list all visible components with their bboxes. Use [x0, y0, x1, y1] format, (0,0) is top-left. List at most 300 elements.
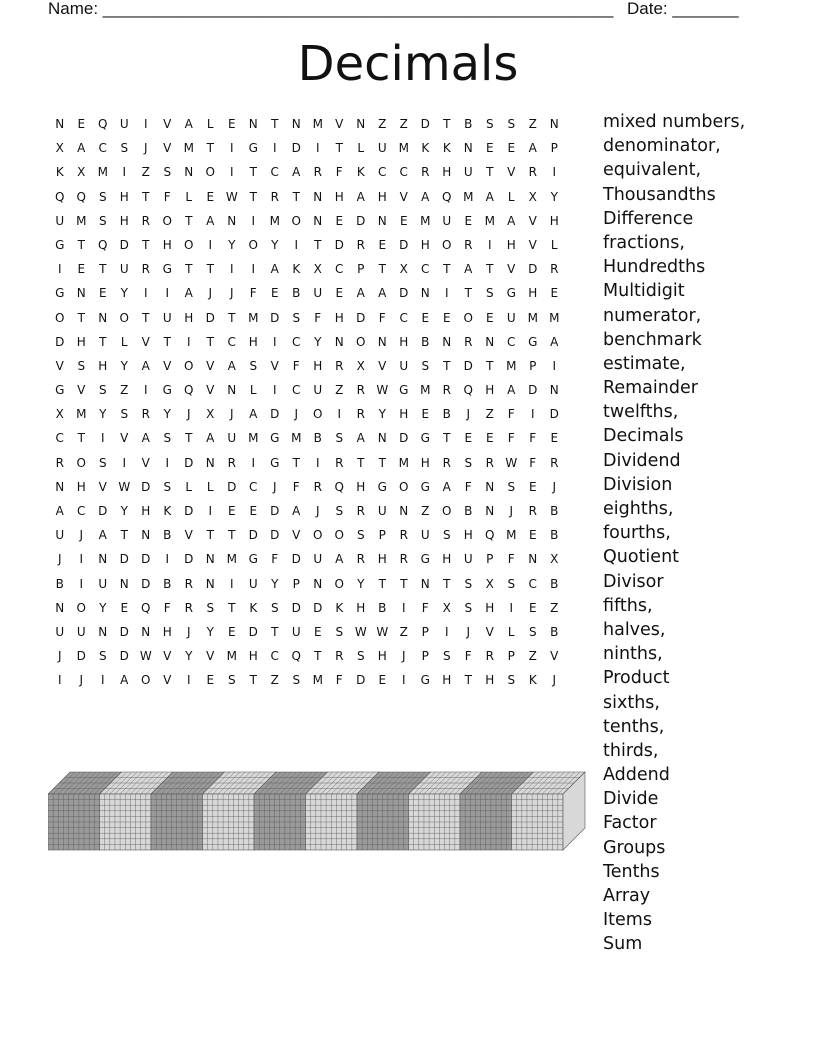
grid-letter: G [248, 141, 258, 156]
grid-letter: R [141, 262, 150, 277]
grid-letter: M [76, 213, 87, 228]
grid-letter: Q [98, 237, 108, 252]
grid-letter: Z [485, 407, 494, 422]
grid-letter: V [206, 358, 215, 373]
grid-letter: D [549, 407, 559, 422]
grid-letter: B [550, 576, 559, 591]
grid-letter: A [227, 358, 236, 373]
grid-letter: D [399, 431, 409, 446]
grid-letter: T [206, 262, 214, 277]
grid-letter: T [120, 528, 128, 543]
grid-letter: V [528, 237, 537, 252]
name-field-line: Name: ______________________________________________________ [48, 0, 614, 18]
grid-letter: N [442, 334, 452, 349]
grid-letter: I [208, 237, 213, 252]
grid-letter: C [399, 165, 408, 180]
grid-letter: R [335, 358, 344, 373]
grid-letter: D [184, 504, 194, 518]
grid-letter: Y [185, 649, 193, 664]
grid-letter: Y [271, 237, 279, 252]
grid-letter: S [507, 117, 516, 131]
grid-letter: G [55, 383, 65, 398]
grid-letter: S [507, 576, 516, 591]
grid-letter: J [229, 407, 234, 422]
grid-letter: U [227, 431, 237, 446]
grid-letter: N [485, 479, 495, 494]
grid-letter: X [442, 600, 451, 615]
grid-letter: I [143, 286, 148, 301]
grid-letter: E [227, 624, 236, 639]
grid-letter: A [98, 528, 107, 543]
grid-letter: S [163, 479, 172, 494]
word-list-item: twelfths, [603, 402, 679, 423]
base-ten-blocks-icon [48, 770, 588, 852]
word-list-item: Difference [603, 208, 694, 229]
word-list-item: Thousandths [603, 184, 716, 205]
grid-letter: A [141, 358, 150, 373]
grid-letter: Z [528, 117, 537, 131]
word-search-grid [49, 112, 565, 693]
grid-letter: N [55, 600, 65, 615]
grid-letter: O [356, 334, 366, 349]
grid-letter: T [292, 455, 300, 470]
grid-letter: W [354, 624, 367, 639]
grid-letter: Y [357, 576, 365, 591]
grid-letter: N [528, 552, 538, 567]
grid-letter: H [119, 189, 129, 204]
grid-letter: S [292, 673, 301, 688]
grid-letter: N [334, 334, 344, 349]
grid-letter: E [550, 431, 559, 446]
grid-letter: S [442, 528, 451, 543]
grid-letter: D [141, 552, 151, 567]
grid-letter: J [509, 504, 514, 518]
grid-letter: D [227, 479, 237, 494]
grid-letter: A [270, 262, 279, 277]
grid-letter: G [420, 479, 430, 494]
grid-letter: U [291, 624, 301, 639]
grid-letter: T [271, 624, 279, 639]
grid-letter: I [401, 673, 406, 688]
grid-letter: T [357, 455, 365, 470]
grid-letter: D [356, 310, 366, 325]
grid-letter: N [549, 383, 559, 398]
word-list-item: sixths, [603, 692, 660, 713]
grid-letter: S [120, 407, 129, 422]
word-list-item: Divisor [603, 571, 664, 592]
grid-letter: P [292, 576, 300, 591]
grid-letter: T [292, 189, 300, 204]
grid-letter: C [227, 334, 236, 349]
grid-letter: V [292, 528, 301, 543]
grid-letter: W [505, 455, 518, 470]
grid-letter: T [314, 237, 322, 252]
grid-letter: N [184, 165, 194, 180]
grid-letter: D [291, 552, 301, 567]
grid-letter: L [120, 334, 128, 349]
grid-letter: R [141, 407, 150, 422]
grid-letter: K [292, 262, 301, 277]
grid-letter: S [249, 358, 258, 373]
grid-letter: B [550, 504, 559, 518]
grid-letter: P [529, 358, 537, 373]
grid-letter: S [507, 673, 516, 688]
grid-letter: C [77, 504, 86, 518]
grid-letter: M [226, 552, 237, 567]
grid-letter: V [163, 649, 172, 664]
grid-letter: N [313, 189, 323, 204]
grid-letter: A [507, 383, 516, 398]
grid-letter: V [77, 383, 86, 398]
word-list-item: Decimals [603, 426, 684, 447]
grid-letter: D [184, 455, 194, 470]
grid-letter: E [421, 407, 430, 422]
grid-letter: R [356, 383, 365, 398]
grid-letter: Z [399, 117, 408, 131]
grid-letter: M [226, 649, 237, 664]
grid-letter: O [141, 673, 151, 688]
grid-letter: F [529, 431, 537, 446]
grid-letter: M [506, 528, 517, 543]
grid-letter: D [291, 141, 301, 156]
grid-letter: A [356, 431, 365, 446]
grid-letter: X [356, 358, 365, 373]
grid-letter: O [291, 213, 301, 228]
grid-letter: G [399, 383, 409, 398]
grid-letter: E [227, 504, 236, 518]
grid-letter: M [291, 431, 302, 446]
grid-letter: O [184, 237, 194, 252]
grid-letter: M [183, 141, 194, 156]
grid-letter: J [294, 407, 299, 422]
grid-letter: L [357, 141, 365, 156]
grid-letter: D [356, 213, 366, 228]
grid-letter: E [550, 286, 559, 301]
grid-letter: V [55, 358, 64, 373]
grid-letter: V [270, 358, 279, 373]
grid-letter: A [550, 334, 559, 349]
grid-letter: H [98, 358, 108, 373]
grid-letter: H [334, 310, 344, 325]
grid-letter: H [313, 358, 323, 373]
grid-letter: T [228, 528, 236, 543]
grid-letter: T [335, 141, 343, 156]
word-list-item: mixed numbers, [603, 112, 746, 132]
grid-letter: D [141, 576, 151, 591]
grid-letter: D [76, 649, 86, 664]
grid-letter: F [464, 479, 472, 494]
grid-letter: E [227, 117, 236, 131]
grid-letter: T [378, 455, 386, 470]
grid-letter: I [100, 673, 105, 688]
grid-letter: O [334, 528, 344, 543]
page-title: Decimals [297, 36, 519, 92]
word-list-item: thirds, [603, 740, 659, 761]
grid-letter: D [270, 407, 280, 422]
grid-letter: I [186, 334, 191, 349]
grid-letter: G [506, 286, 516, 301]
grid-letter: N [377, 431, 387, 446]
grid-letter: G [270, 455, 280, 470]
grid-letter: T [185, 213, 193, 228]
grid-letter: U [313, 286, 323, 301]
grid-letter: H [248, 334, 258, 349]
grid-letter: V [528, 213, 537, 228]
grid-letter: J [466, 407, 471, 422]
grid-letter: H [549, 213, 559, 228]
word-list-item: numerator, [603, 305, 702, 326]
grid-letter: U [76, 624, 86, 639]
grid-letter: G [248, 552, 258, 567]
grid-letter: F [421, 600, 429, 615]
grid-letter: O [313, 407, 323, 422]
grid-letter: F [507, 552, 515, 567]
grid-letter: U [119, 262, 129, 277]
grid-letter: A [292, 165, 301, 180]
grid-letter: X [55, 407, 64, 422]
grid-letter: D [141, 479, 151, 494]
grid-letter: J [143, 141, 148, 156]
grid-letter: M [463, 189, 474, 204]
grid-letter: A [485, 189, 494, 204]
grid-letter: J [552, 479, 557, 494]
grid-letter: N [98, 552, 108, 567]
grid-letter: M [248, 431, 259, 446]
grid-letter: I [165, 286, 170, 301]
grid-letter: D [119, 237, 129, 252]
grid-letter: M [527, 310, 538, 325]
grid-letter: J [186, 407, 191, 422]
grid-letter: A [335, 552, 344, 567]
grid-letter: F [163, 189, 171, 204]
grid-letter: I [229, 262, 234, 277]
grid-letter: F [335, 165, 343, 180]
grid-letter: T [142, 310, 150, 325]
grid-letter: H [485, 600, 495, 615]
grid-letter: S [335, 624, 344, 639]
grid-letter: R [184, 600, 193, 615]
grid-letter: C [270, 165, 279, 180]
grid-letter: B [163, 576, 172, 591]
grid-letter: I [165, 552, 170, 567]
grid-letter: W [376, 624, 389, 639]
grid-letter: M [248, 310, 259, 325]
grid-letter: Z [399, 624, 408, 639]
grid-letter: G [377, 479, 387, 494]
grid-letter: K [356, 165, 365, 180]
grid-letter: E [120, 600, 129, 615]
grid-letter: U [248, 576, 258, 591]
grid-letter: T [443, 117, 451, 131]
grid-letter: V [206, 383, 215, 398]
grid-letter: S [227, 673, 236, 688]
grid-letter: J [186, 624, 191, 639]
grid-letter: D [528, 262, 538, 277]
grid-letter: Y [314, 334, 322, 349]
word-list-item: Quotient [603, 547, 680, 568]
grid-letter: D [119, 649, 129, 664]
grid-letter: Q [55, 189, 65, 204]
grid-letter: W [118, 479, 131, 494]
grid-letter: N [399, 504, 409, 518]
grid-letter: J [401, 649, 406, 664]
grid-letter: U [55, 213, 65, 228]
grid-letter: D [399, 237, 409, 252]
grid-letter: F [292, 358, 300, 373]
grid-letter: T [486, 165, 494, 180]
grid-letter: S [206, 600, 215, 615]
grid-letter: O [55, 310, 65, 325]
grid-letter: A [55, 504, 64, 518]
grid-letter: N [205, 455, 215, 470]
grid-letter: S [442, 649, 451, 664]
grid-letter: F [249, 286, 257, 301]
grid-letter: L [185, 479, 193, 494]
grid-letter: A [356, 189, 365, 204]
word-list-item: Factor [603, 813, 657, 834]
grid-letter: Y [206, 624, 214, 639]
grid-letter: I [272, 383, 277, 398]
grid-letter: Q [76, 189, 86, 204]
word-list-item: Remainder [603, 378, 698, 399]
grid-letter: P [507, 649, 515, 664]
grid-letter: U [162, 310, 172, 325]
grid-letter: S [485, 117, 494, 131]
grid-letter: H [377, 649, 387, 664]
grid-letter: S [464, 455, 473, 470]
grid-letter: D [528, 383, 538, 398]
grid-letter: X [399, 262, 408, 277]
grid-letter: V [399, 189, 408, 204]
grid-letter: J [208, 286, 213, 301]
grid-letter: O [442, 237, 452, 252]
grid-letter: M [484, 213, 495, 228]
grid-letter: M [549, 310, 560, 325]
grid-letter: R [421, 165, 430, 180]
grid-letter: Y [120, 504, 128, 518]
grid-letter: Z [270, 673, 279, 688]
grid-letter: N [377, 334, 387, 349]
grid-letter: H [76, 334, 86, 349]
grid-letter: M [506, 358, 517, 373]
grid-letter: T [249, 165, 257, 180]
grid-letter: L [185, 189, 193, 204]
grid-letter: U [55, 624, 65, 639]
grid-letter: N [377, 213, 387, 228]
grid-letter: E [464, 431, 473, 446]
grid-letter: V [507, 165, 516, 180]
grid-letter: I [509, 600, 514, 615]
grid-letter: M [312, 673, 323, 688]
grid-letter: X [313, 262, 322, 277]
grid-letter: Y [120, 286, 128, 301]
grid-letter: N [55, 479, 65, 494]
grid-letter: N [205, 576, 215, 591]
grid-letter: I [229, 141, 234, 156]
grid-letter: N [313, 576, 323, 591]
grid-letter: I [229, 576, 234, 591]
grid-letter: E [335, 286, 344, 301]
grid-letter: V [485, 624, 494, 639]
grid-letter: S [98, 383, 107, 398]
grid-letter: N [248, 117, 258, 131]
grid-letter: U [98, 576, 108, 591]
grid-letter: S [464, 576, 473, 591]
grid-letter: N [549, 117, 559, 131]
grid-letter: L [507, 189, 515, 204]
grid-letter: G [162, 262, 172, 277]
grid-letter: I [487, 237, 492, 252]
grid-letter: H [356, 479, 366, 494]
grid-letter: Y [120, 358, 128, 373]
word-list-item: fourths, [603, 523, 671, 544]
word-list-item: Division [603, 474, 673, 495]
grid-letter: G [162, 383, 172, 398]
grid-letter: H [76, 479, 86, 494]
grid-letter: E [378, 237, 387, 252]
grid-letter: V [141, 334, 150, 349]
word-list-item: Hundredths [603, 257, 706, 278]
grid-letter: N [55, 117, 65, 131]
grid-letter: N [420, 576, 430, 591]
grid-letter: D [270, 504, 280, 518]
grid-letter: R [399, 528, 408, 543]
grid-letter: I [315, 141, 320, 156]
grid-letter: D [248, 528, 258, 543]
grid-letter: J [229, 286, 234, 301]
grid-letter: A [356, 286, 365, 301]
grid-letter: A [184, 286, 193, 301]
grid-letter: I [251, 455, 256, 470]
grid-letter: K [335, 600, 344, 615]
grid-letter: R [464, 237, 473, 252]
grid-letter: Z [550, 600, 559, 615]
grid-letter: S [77, 358, 86, 373]
grid-letter: A [206, 213, 215, 228]
grid-letter: A [184, 117, 193, 131]
grid-letter: E [98, 286, 107, 301]
grid-letter: I [530, 407, 535, 422]
grid-letter: B [464, 504, 473, 518]
grid-letter: R [270, 189, 279, 204]
grid-letter: U [313, 552, 323, 567]
grid-letter: N [98, 624, 108, 639]
grid-letter: F [163, 600, 171, 615]
grid-letter: T [206, 334, 214, 349]
grid-letter: U [399, 358, 409, 373]
grid-letter: P [357, 262, 365, 277]
grid-letter: E [528, 528, 537, 543]
grid-letter: H [485, 673, 495, 688]
grid-letter: R [227, 455, 236, 470]
grid-letter: E [507, 141, 516, 156]
grid-letter: V [120, 431, 129, 446]
grid-letter: Z [378, 117, 387, 131]
grid-letter: E [206, 189, 215, 204]
grid-letter: B [378, 600, 387, 615]
grid-letter: R [464, 334, 473, 349]
grid-letter: I [143, 383, 148, 398]
grid-letter: R [550, 262, 559, 277]
grid-letter: C [399, 310, 408, 325]
grid-letter: I [165, 455, 170, 470]
grid-letter: H [399, 334, 409, 349]
grid-letter: C [249, 479, 258, 494]
grid-letter: V [184, 528, 193, 543]
grid-letter: Q [141, 600, 151, 615]
grid-letter: Y [99, 600, 107, 615]
grid-letter: M [269, 213, 280, 228]
